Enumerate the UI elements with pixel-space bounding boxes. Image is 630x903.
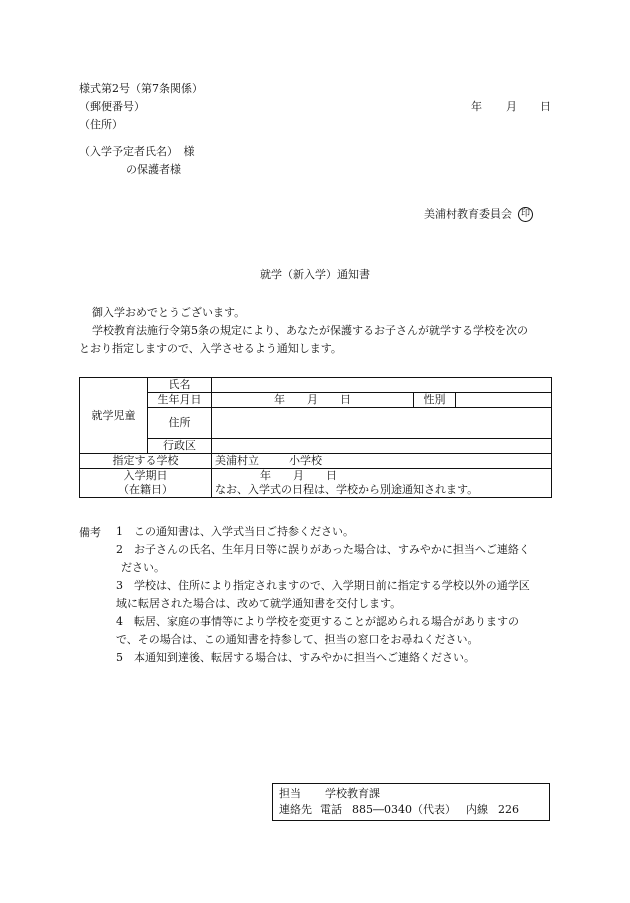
entry-note: なお、入学式の日程は、学校から別途通知されます。 bbox=[212, 483, 552, 498]
greeting: 御入学おめでとうございます。 bbox=[92, 306, 246, 319]
postal-code-label: （郵便番号） bbox=[79, 100, 145, 113]
note-item-5: 5 本通知到達後、転居する場合は、すみやかに担当へご連絡ください。 bbox=[116, 651, 475, 664]
enrollment-label: （在籍日） bbox=[80, 483, 212, 498]
contact-person-row: 担当 学校教育課 bbox=[279, 787, 380, 800]
seal-icon: 印 bbox=[518, 207, 533, 222]
entry-label: 入学期日 bbox=[80, 469, 212, 484]
paragraph-line-2: とおり指定しますので、入学させるよう通知します。 bbox=[79, 342, 342, 355]
note-item-1: 1 この通知書は、入学式当日ご持参ください。 bbox=[116, 525, 354, 538]
address-row-label: 住所 bbox=[148, 408, 212, 439]
birth-label: 生年月日 bbox=[148, 393, 212, 408]
date-month: 月 bbox=[506, 100, 517, 113]
issuer bbox=[424, 207, 533, 222]
date-day: 日 bbox=[540, 100, 551, 113]
note-item-4: 4 転居、家庭の事情等により学校を変更することが認められる場合がありますの で、その場合は、この通知書を持参して、担当の窓口をお尋ねください。 bbox=[116, 615, 519, 646]
birth-value: 年 月 日 bbox=[212, 393, 414, 408]
form-number: 様式第2号（第7条関係） bbox=[79, 82, 203, 95]
date-year: 年 bbox=[471, 100, 482, 113]
address-label: （住所） bbox=[79, 118, 123, 131]
name-label: 氏名 bbox=[148, 378, 212, 393]
paragraph-line-1: 学校教育法施行令第5条の規定により、あなたが保護するお子さんが就学する学校を次の bbox=[92, 324, 528, 337]
contact-phone-row: 連絡先 電話 885―0340（代表） 内線 226 bbox=[279, 803, 519, 816]
notes-label: 備考 bbox=[79, 526, 101, 539]
name-value bbox=[212, 378, 552, 393]
student-group-label: 就学児童 bbox=[80, 378, 148, 454]
note-item-3: 3 学校は、住所により指定されますので、入学期日前に指定する学校以外の通学区 域に転居された場合は、改めて就学通知書を交付します。 bbox=[116, 579, 530, 610]
page-title: 就学（新入学）通知書 bbox=[260, 268, 370, 281]
address-row-value bbox=[212, 408, 552, 439]
recipient-guardian: の保護者様 bbox=[126, 163, 181, 176]
sex-label: 性別 bbox=[414, 393, 456, 408]
sex-value bbox=[456, 393, 552, 408]
issuer-name: 美浦村教育委員会 bbox=[424, 207, 512, 221]
district-label: 行政区 bbox=[148, 439, 212, 454]
recipient-name: （入学予定者氏名） 様 bbox=[79, 145, 195, 158]
district-value bbox=[212, 439, 552, 454]
school-value: 美浦村立 小学校 bbox=[212, 454, 552, 469]
student-info-table bbox=[79, 377, 552, 498]
school-label: 指定する学校 bbox=[80, 454, 212, 469]
contact-box bbox=[272, 783, 550, 821]
entry-date: 年 月 日 bbox=[212, 469, 552, 484]
note-item-2: 2 お子さんの氏名、生年月日等に誤りがあった場合は、すみやかに担当へご連絡く ださい。 bbox=[116, 543, 530, 574]
